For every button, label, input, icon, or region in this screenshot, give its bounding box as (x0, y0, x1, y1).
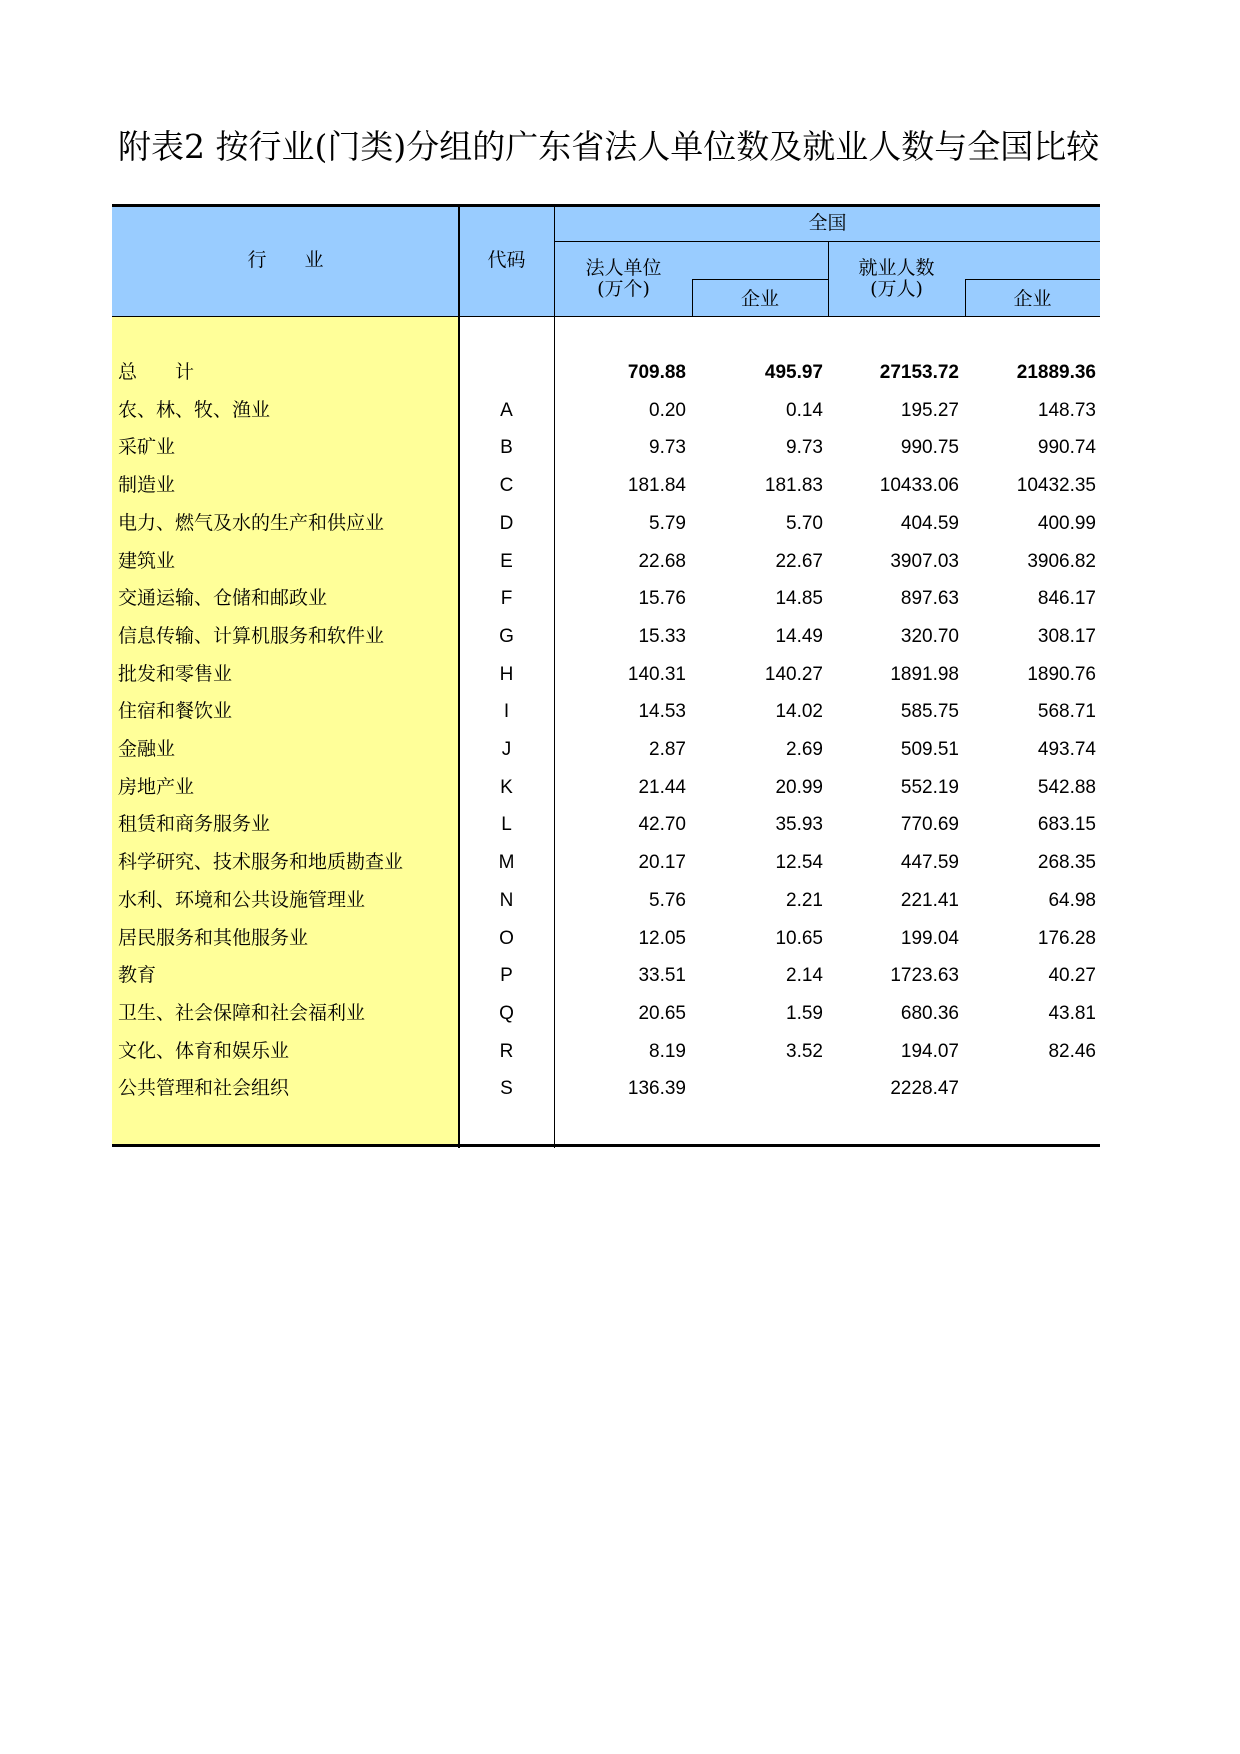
header-national: 全国 (808, 212, 847, 234)
row-employed: 194.07 (900, 1040, 959, 1062)
row-units: 15.76 (638, 588, 686, 610)
table-row (112, 543, 1100, 581)
row-employed: 1891.98 (890, 663, 959, 685)
row-employed: 1723.63 (890, 965, 959, 987)
table-row (112, 844, 1100, 882)
row-units-enterprise: 181.83 (764, 475, 823, 497)
row-units-enterprise: 0.14 (786, 399, 823, 421)
header-employed: 就业人数 (858, 257, 935, 279)
row-code: F (500, 588, 513, 610)
table-row (112, 467, 1100, 505)
row-name: 公共管理和社会组织 (118, 1077, 290, 1100)
row-name: 信息传输、计算机服务和软件业 (118, 624, 385, 647)
row-units: 5.76 (649, 889, 686, 911)
row-code: S (500, 1078, 513, 1100)
table-row (112, 995, 1100, 1033)
table-row (112, 656, 1100, 694)
row-employed: 195.27 (900, 399, 959, 421)
data-table (112, 204, 1100, 1148)
row-units-enterprise: 2.14 (786, 965, 823, 987)
row-employed-enterprise: 64.98 (1048, 889, 1096, 911)
row-units: 12.05 (638, 927, 686, 949)
row-code: M (498, 852, 515, 874)
header-enterprise-1: 企业 (740, 288, 779, 310)
row-employed-enterprise: 308.17 (1037, 625, 1096, 647)
row-employed-enterprise: 3906.82 (1027, 550, 1096, 572)
row-employed: 509.51 (900, 739, 959, 760)
row-employed-enterprise: 40.27 (1048, 965, 1096, 987)
row-name: 制造业 (118, 474, 176, 497)
header-enterprise-rule-1 (692, 279, 829, 280)
row-employed: 404.59 (900, 512, 959, 534)
row-units: 15.33 (638, 625, 686, 647)
table-row (112, 580, 1100, 618)
row-units: 22.68 (638, 550, 686, 572)
row-units-enterprise: 9.73 (786, 437, 823, 459)
header-bottom-rule (112, 316, 1100, 317)
row-name: 卫生、社会保障和社会福利业 (118, 1001, 366, 1024)
row-units: 0.20 (649, 399, 686, 421)
row-code: C (499, 475, 514, 497)
table-row (112, 693, 1100, 731)
table-row (112, 392, 1100, 430)
row-units-enterprise: 495.97 (764, 362, 823, 383)
row-employed-enterprise: 493.74 (1037, 739, 1096, 760)
row-units-enterprise: 3.52 (786, 1040, 823, 1062)
table-row (112, 1070, 1100, 1108)
row-units: 8.19 (649, 1040, 686, 1062)
header-legal-units-unit: (万个) (597, 278, 650, 300)
table-row (112, 429, 1100, 467)
row-employed-enterprise: 21889.36 (1016, 362, 1096, 383)
row-units: 9.73 (649, 437, 686, 459)
row-code: L (501, 814, 512, 836)
row-units-enterprise: 20.99 (775, 776, 823, 798)
row-code: Q (499, 1002, 514, 1024)
header-legal-units: 法人单位 (585, 257, 662, 279)
row-employed: 585.75 (900, 701, 959, 723)
row-units-enterprise: 140.27 (764, 663, 823, 685)
row-employed: 770.69 (900, 814, 959, 836)
row-employed-enterprise: 846.17 (1037, 588, 1096, 610)
row-units-enterprise: 2.69 (786, 739, 823, 760)
row-employed-enterprise: 82.46 (1048, 1040, 1096, 1062)
row-code: B (500, 437, 513, 459)
row-units-enterprise: 35.93 (775, 814, 823, 836)
row-units-enterprise: 1.59 (786, 1002, 823, 1024)
row-name: 居民服务和其他服务业 (118, 926, 309, 949)
row-name: 金融业 (118, 738, 176, 760)
row-units-enterprise: 12.54 (775, 852, 823, 874)
row-name: 电力、燃气及水的生产和供应业 (118, 511, 385, 534)
row-units-enterprise: 14.02 (775, 701, 823, 723)
row-employed: 680.36 (900, 1002, 959, 1024)
table-row (112, 957, 1100, 995)
table-row (112, 920, 1100, 958)
header-code: 代码 (487, 249, 526, 271)
row-name: 水利、环境和公共设施管理业 (118, 888, 366, 911)
row-name: 采矿业 (118, 436, 176, 459)
row-employed: 990.75 (900, 437, 959, 459)
row-name: 建筑业 (118, 549, 176, 572)
row-units: 709.88 (627, 362, 686, 383)
row-units: 181.84 (627, 475, 686, 497)
row-units: 42.70 (638, 814, 686, 836)
row-employed: 552.19 (900, 776, 959, 798)
row-employed: 897.63 (900, 588, 959, 610)
row-name: 文化、体育和娱乐业 (118, 1039, 290, 1062)
row-employed-enterprise: 400.99 (1037, 512, 1096, 534)
row-employed-enterprise: 43.81 (1048, 1002, 1096, 1024)
header-top-rule (112, 204, 1100, 207)
row-units: 2.87 (649, 739, 686, 760)
row-units: 21.44 (638, 776, 686, 798)
row-units: 14.53 (638, 701, 686, 723)
row-employed: 221.41 (900, 889, 959, 911)
row-units-enterprise: 14.49 (775, 625, 823, 647)
row-code: K (500, 776, 513, 798)
table-row (112, 731, 1100, 769)
row-units-enterprise: 5.70 (786, 512, 823, 534)
header-industry: 行 业 (247, 249, 324, 271)
row-employed-enterprise: 1890.76 (1027, 663, 1096, 685)
table-row-total (112, 354, 1100, 392)
row-units-enterprise: 10.65 (775, 927, 823, 949)
row-employed: 3907.03 (890, 550, 959, 572)
row-code: D (499, 512, 514, 534)
table-bottom-rule (112, 1144, 1100, 1147)
row-name: 住宿和餐饮业 (118, 700, 233, 723)
row-employed: 10433.06 (879, 475, 959, 497)
header-enterprise-2: 企业 (1013, 288, 1052, 310)
table-row (112, 618, 1100, 656)
row-units-enterprise: 14.85 (775, 588, 823, 610)
row-name: 总 计 (118, 361, 195, 383)
row-name: 租赁和商务服务业 (118, 813, 271, 836)
row-units-enterprise: 2.21 (786, 889, 823, 911)
row-employed-enterprise: 268.35 (1037, 852, 1096, 874)
row-employed-enterprise: 683.15 (1037, 814, 1096, 836)
row-units: 20.65 (638, 1002, 686, 1024)
row-units: 5.79 (649, 512, 686, 534)
row-name: 批发和零售业 (118, 662, 233, 685)
header-employed-unit: (万人) (870, 278, 923, 300)
table-row (112, 769, 1100, 807)
row-units: 140.31 (627, 663, 686, 685)
row-employed-enterprise: 568.71 (1037, 701, 1096, 723)
row-code: P (500, 965, 513, 987)
row-employed-enterprise: 10432.35 (1016, 475, 1096, 497)
row-employed-enterprise: 542.88 (1037, 776, 1096, 798)
row-employed: 2228.47 (890, 1078, 959, 1100)
row-code: R (499, 1040, 514, 1062)
row-name: 房地产业 (118, 775, 195, 798)
row-employed-enterprise: 176.28 (1037, 927, 1096, 949)
row-code: A (500, 399, 513, 421)
row-code: H (499, 663, 514, 685)
row-code: O (499, 927, 514, 949)
table-row (112, 806, 1100, 844)
row-name: 科学研究、技术服务和地质勘查业 (118, 851, 404, 874)
table-row (112, 882, 1100, 920)
table-title: 附表2 按行业(门类)分组的广东省法人单位数及就业人数与全国比较 (118, 127, 1100, 166)
row-employed-enterprise: 990.74 (1037, 437, 1096, 459)
table-row (112, 1033, 1100, 1071)
header-enterprise-rule-2 (965, 279, 1100, 280)
row-name: 教育 (118, 964, 157, 987)
row-code: J (501, 739, 512, 760)
row-units: 136.39 (627, 1078, 686, 1100)
row-units: 20.17 (638, 852, 686, 874)
row-code: G (499, 625, 514, 647)
row-units-enterprise: 22.67 (775, 550, 823, 572)
row-employed: 320.70 (900, 625, 959, 647)
table-row (112, 505, 1100, 543)
row-employed: 199.04 (900, 927, 959, 949)
row-code: E (500, 550, 513, 572)
row-code: I (503, 701, 510, 723)
row-name: 交通运输、仓储和邮政业 (118, 587, 328, 610)
row-employed: 447.59 (900, 852, 959, 874)
row-employed-enterprise: 148.73 (1037, 399, 1096, 421)
row-units: 33.51 (638, 965, 686, 987)
row-employed: 27153.72 (879, 362, 959, 383)
row-code: N (499, 889, 514, 911)
row-name: 农、林、牧、渔业 (118, 398, 271, 421)
